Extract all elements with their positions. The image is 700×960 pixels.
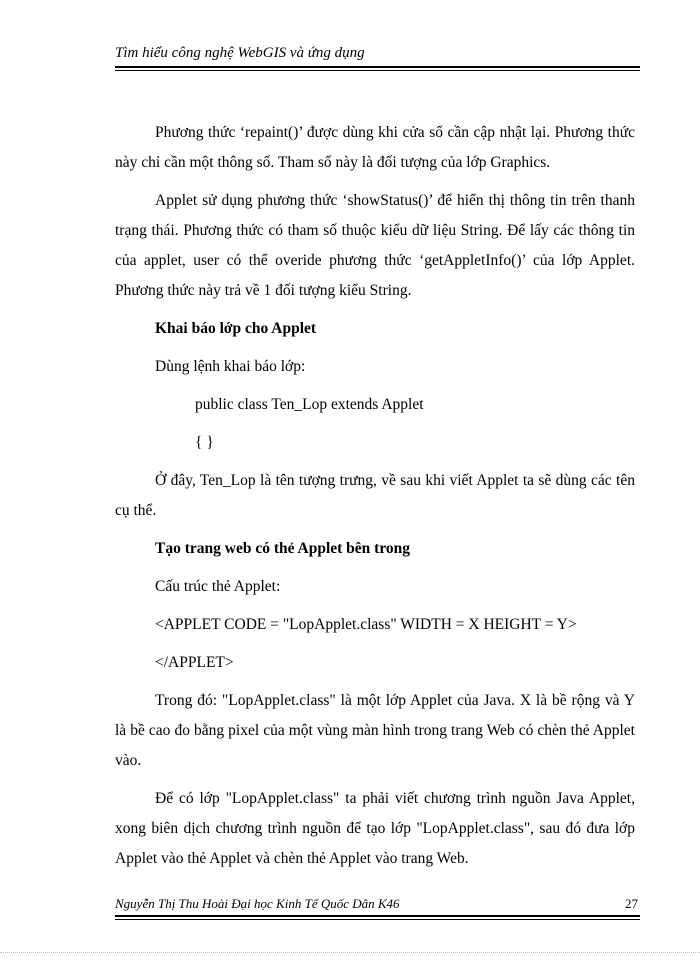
document-body [115, 118, 635, 882]
header-rule-thick [115, 66, 640, 68]
footer-author: Nguyễn Thị Thu Hoài Đại học Kinh Tế Quốc Dân K46 [115, 896, 400, 911]
declare-class-line: Dùng lệnh khai báo lớp: [155, 358, 306, 375]
page-number: 27 [625, 896, 638, 911]
paragraph-compile: Để có lớp "LopApplet.class" ta phải viết chương trình nguồn Java Applet, xong biên dịch chương trình nguồn để tạo lớp "LopApplet.class", sau đó đưa lớp Applet vào thẻ Applet và chèn thẻ Applet vào trang Web. [115, 790, 635, 867]
page-bottom-border [0, 952, 700, 953]
applet-structure-line: Cấu trúc thẻ Applet: [155, 578, 281, 595]
footer-rule-thick [115, 915, 640, 917]
paragraph-showstatus: Applet sử dụng phương thức ‘showStatus()’ để hiển thị thông tin trên thanh trạng thái. Phương thức có tham số thuộc kiểu dữ liệu String. Để lấy các thông tin của applet, user có thể overide phương thức ‘getAppletInfo()’ của lớp Applet. Phương thức này trả về 1 đối tượng kiểu String. [115, 192, 635, 299]
code-line-class-declaration: public class Ten_Lop extends Applet [195, 396, 424, 413]
paragraph-repaint: Phương thức ‘repaint()’ được dùng khi cửa sổ cần cập nhật lại. Phương thức này chỉ cần một thông số. Tham số này là đối tượng của lớp Graphics. [115, 124, 635, 171]
paragraph-ten-lop: Ở đây, Ten_Lop là tên tượng trưng, về sau khi viết Applet ta sẽ dùng các tên cụ thể. [115, 472, 635, 519]
applet-close-tag-line: </APPLET> [155, 654, 234, 671]
section-heading-class-declaration: Khai báo lớp cho Applet [155, 320, 317, 337]
footer-rule-thin [115, 919, 640, 920]
header-rule-thin [115, 70, 640, 71]
page-header-title: Tìm hiểu công nghệ WebGIS và ứng dụng [115, 45, 365, 61]
section-heading-web-page: Tạo trang web có thẻ Applet bên trong [155, 540, 411, 557]
paragraph-explanation: Trong đó: "LopApplet.class" là một lớp Applet của Java. X là bề rộng và Y là bề cao đo bằng pixel của một vùng màn hình trong trang Web có chèn thẻ Applet vào. [115, 692, 635, 769]
applet-open-tag-line: <APPLET CODE = "LopApplet.class" WIDTH = X HEIGHT = Y> [155, 616, 577, 633]
code-line-braces: { } [195, 434, 214, 451]
